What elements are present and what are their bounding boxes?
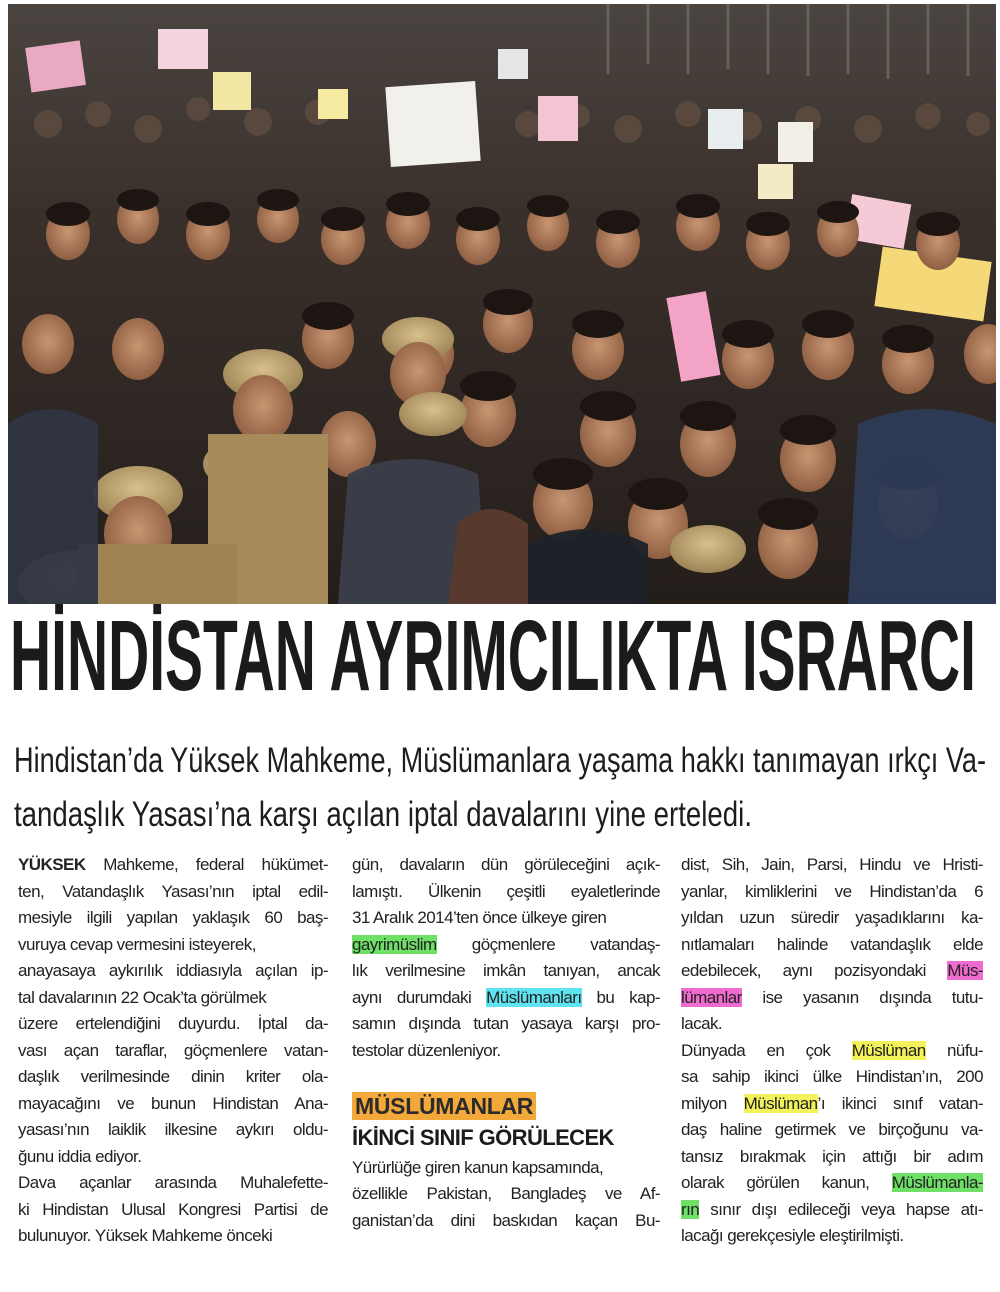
body-line: tal davalarının 22 Ocak’ta görülmek (18, 987, 267, 1007)
body-line: anayasaya aykırılık iddiasıyla açılan ip- (18, 961, 328, 980)
highlight-muslumanlari: Müslümanları (486, 987, 582, 1007)
body-line: nıtlamaları halinde vatandaşlık elde (681, 934, 983, 954)
body-line: mayacağını ve bunun Hindistan Ana- (18, 1093, 328, 1113)
highlight-musluman-1: Müslüman (851, 1040, 926, 1060)
body-line: edebilecek, aynı pozisyondaki Müs- (681, 961, 983, 980)
body-line: vuruya cevap vermesini isteyerek, (18, 934, 256, 954)
highlight-musluman-2: Müslüman (743, 1093, 818, 1113)
article-column-3 (681, 852, 983, 1250)
body-line: Dünyada en çok Müslüman nüfu- (681, 1040, 984, 1060)
body-line: yasası’nın laiklik ilkesine aykırı oldu- (18, 1120, 328, 1139)
highlight-gayrimuslim: gayrimüslim (352, 934, 437, 954)
body-line: daşlık verilmesinde dinin kriter ola- (18, 1067, 328, 1086)
headline-svg (8, 604, 996, 714)
body-line: lümanlar ise yasanın dışında tutu- (681, 987, 983, 1007)
subhead-ikinci-sinif: İKİNCİ SINIF GÖRÜLECEK (352, 1124, 614, 1150)
body-line: testolar düzenleniyor. (352, 1040, 501, 1060)
article-column-1 (18, 852, 328, 1250)
body-line: ki Hindistan Ulusal Kongresi Partisi de (18, 1199, 328, 1219)
body-line: üzere ertelendiğini duyurdu. İptal da- (18, 1014, 328, 1033)
body-line: lacağı gerekçesiyle eleştirilmişti. (681, 1226, 904, 1245)
deck-svg (14, 728, 994, 844)
body-line: aynı durumdaki Müslümanları bu kap- (352, 987, 661, 1007)
body-line: YÜKSEK Mahkeme, federal hükümet- (18, 855, 328, 874)
body-line: rın sınır dışı edileceği veya hapse atı- (681, 1199, 983, 1219)
highlight-lumanlar: lümanlar (681, 987, 742, 1007)
highlight-rin: rın (681, 1199, 700, 1219)
body-line: vası açan taraflar, göçmenlere vatan- (18, 1040, 328, 1060)
body-line: milyon Müslüman’ı ikinci sınıf vatan- (681, 1093, 983, 1113)
body-line: ten, Vatandaşlık Yasası’nın iptal edil- (18, 881, 328, 901)
body-line: özellikle Pakistan, Bangladeş ve Af- (352, 1184, 660, 1203)
lead-word: YÜKSEK (18, 855, 86, 874)
body-line: gün, davaların dün görüleceğini açık- (352, 855, 660, 874)
body-line: Dava açanlar arasında Muhalefette- (18, 1173, 328, 1192)
body-line: lamıştı. Ülkenin çeşitli eyaletlerinde (352, 881, 660, 901)
body-line: ğunu iddia ediyor. (18, 1146, 142, 1166)
body-line: tansız bırakmak için attığı bir adım (681, 1146, 983, 1166)
body-line: sa sahip ikinci ülke Hindistan’ın, 200 (681, 1067, 983, 1086)
body-line: lık verilmesine imkân tanıyan, ancak (352, 961, 660, 980)
body-line: 31 Aralık 2014’ten önce ülkeye giren (352, 908, 607, 927)
body-line: yanlar, kimliklerini ve Hindistan’da 6 (681, 881, 983, 901)
deck (14, 728, 994, 844)
highlight-muslumanla: Müslümanla- (891, 1173, 983, 1192)
news-photo-protest-crowd (8, 4, 996, 604)
deck-line-1: Hindistan’da Yüksek Mahkeme, Müslümanlara yaşama hakkı tanımayan ırkçı Va- (14, 741, 986, 780)
subhead-muslumanlar: MÜSLÜMANLAR (352, 1092, 536, 1120)
body-line: olarak görülen kanun, Müslümanla- (681, 1173, 983, 1192)
body-line: ganistan’da dini baskıdan kaçan Bu- (352, 1210, 660, 1230)
headline-block (8, 604, 996, 714)
deck-line-2: tandaşlık Yasası’na karşı açılan iptal davalarını yine erteledi. (14, 795, 752, 834)
headline: HİNDİSTAN AYRIMCILIKTA ISRARCI (10, 604, 976, 712)
body-line: samın dışında tutan yasaya karşı pro- (352, 1014, 660, 1033)
article-column-2 (352, 852, 660, 1234)
body-line: mesiyle ilgili yapılan yaklaşık 60 baş- (18, 908, 328, 927)
highlight-mus: Müs- (947, 961, 983, 980)
body-line: dist, Sih, Jain, Parsi, Hindu ve Hristi- (681, 855, 983, 874)
body-line: lacak. (681, 1014, 723, 1033)
body-line: Yürürlüğe giren kanun kapsamında, (352, 1157, 604, 1177)
body-line: bulunuyor. Yüksek Mahkeme önceki (18, 1226, 273, 1245)
body-line: gayrimüslim göçmenlere vatandaş- (352, 934, 660, 954)
body-line: daş haline getirmek ve birçoğunu va- (681, 1120, 983, 1139)
crowd-photo-illustration (8, 4, 996, 604)
body-line: yıldan uzun süredir yaşadıklarını ka- (681, 908, 983, 927)
